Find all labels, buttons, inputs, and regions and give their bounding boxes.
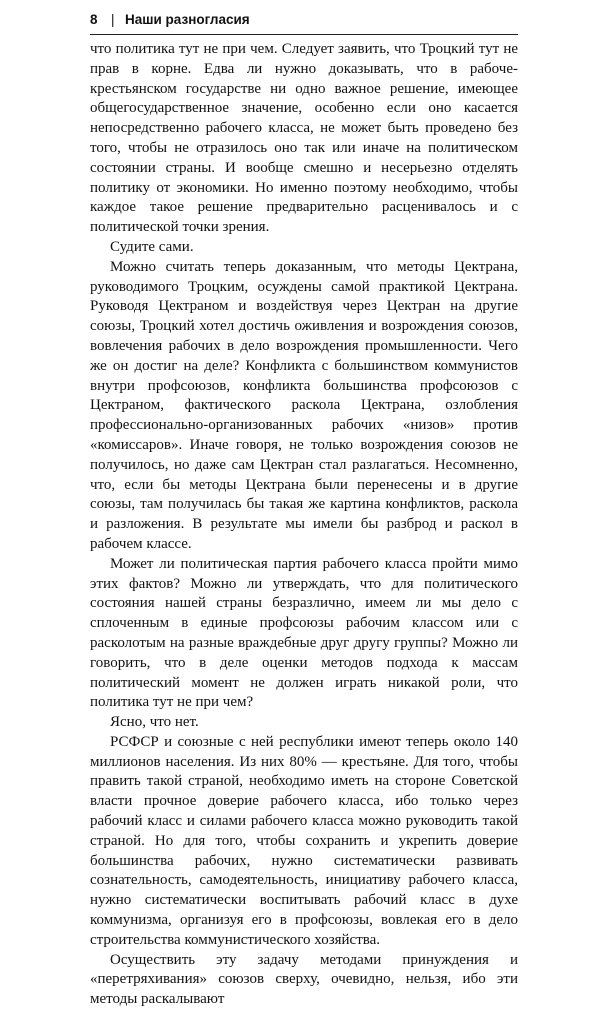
paragraph-1: что политика тут не при чем. Следует заявить, что Троцкий тут не прав в корне. Едва ли нужно доказывать, что в рабоче-крестьянском государстве ни одно важное решение, имеющее общегосударственное значение, особенно если оно касается непосредственно рабочего класса, не может быть проведено без того, чтобы не отразилось оно так или иначе на политическом состоянии страны. И вообще смешно и несерьезно отделять политику от экономики. Но именно поэтому необходимо, чтобы каждое такое решение предварительно расценивалось и с политической точки зрения. [90,41,518,236]
paragraph-5: Ясно, что нет. [110,714,199,731]
paragraph-3: Можно считать теперь доказанным, что методы Цектрана, руководимого Троцким, осуждены самой практикой Цектрана. Руководя Цектраном и воздействуя через Цектран на другие союзы, Троцкий хотел достичь оживления и возрождения союзов, вовлечения рабочих в дело возрождения промышленности. Чего же он достиг на деле? Конфликта с большинством коммунистов внутри профсоюзов, конфликта большинства профсоюзов с Цектраном, фактического раскола Цектрана, озлобления профессионально-организованных рабочих «низов» против «комиссаров». Иначе говоря, не только возрождения союзов не получилось, но даже сам Цектран стал разлагаться. Несомненно, что, если бы методы Цектрана были перенесены и в другие союзы, там получилась бы такая же картина конфликтов, раскола и разложения. В результате мы имели бы разброд и раскол в рабочем классе. [90,258,518,552]
header-separator: | [111,12,115,27]
page-body [90,40,518,1010]
paragraph-4: Может ли политическая партия рабочего класса пройти мимо этих фактов? Можно ли утверждать, что для политического состояния нашей страны безразлично, имеем ли мы дело с сплоченным в единые профсоюзы рабочим классом или с расколотым на разные враждебные друг другу группы? Можно ли говорить, что в деле оценки методов подхода к массам политический момент не должен играть никакой роли, что политика тут не при чем? [90,555,518,711]
paragraph-7: Осуществить эту задачу методами принуждения и «перетряхивания» союзов сверху, очевидно, нельзя, ибо эти методы раскалывают [90,951,518,1008]
paragraph-2: Судите сами. [110,238,194,255]
paragraph-6: РСФСР и союзные с ней республики имеют теперь около 140 миллионов населения. Из них 80% — крестьяне. Для того, чтобы править такой страной, необходимо иметь на стороне Советской власти прочное доверие рабочего класса, ибо только через рабочий класс и силами рабочего класса можно руководить такой страной. Но для того, чтобы сохранить и укрепить доверие большинства рабочих, нужно систематически развивать сознательность, самодеятельность, инициативу рабочего класса, нужно систематически воспитывать рабочий класс в духе коммунизма, организуя его в профсоюзы, вовлекая его в дело строительства коммунистического хозяйства. [90,733,518,948]
running-header [90,10,518,35]
book-title: Наши разногласия [125,12,250,27]
page-number: 8 [90,12,98,27]
